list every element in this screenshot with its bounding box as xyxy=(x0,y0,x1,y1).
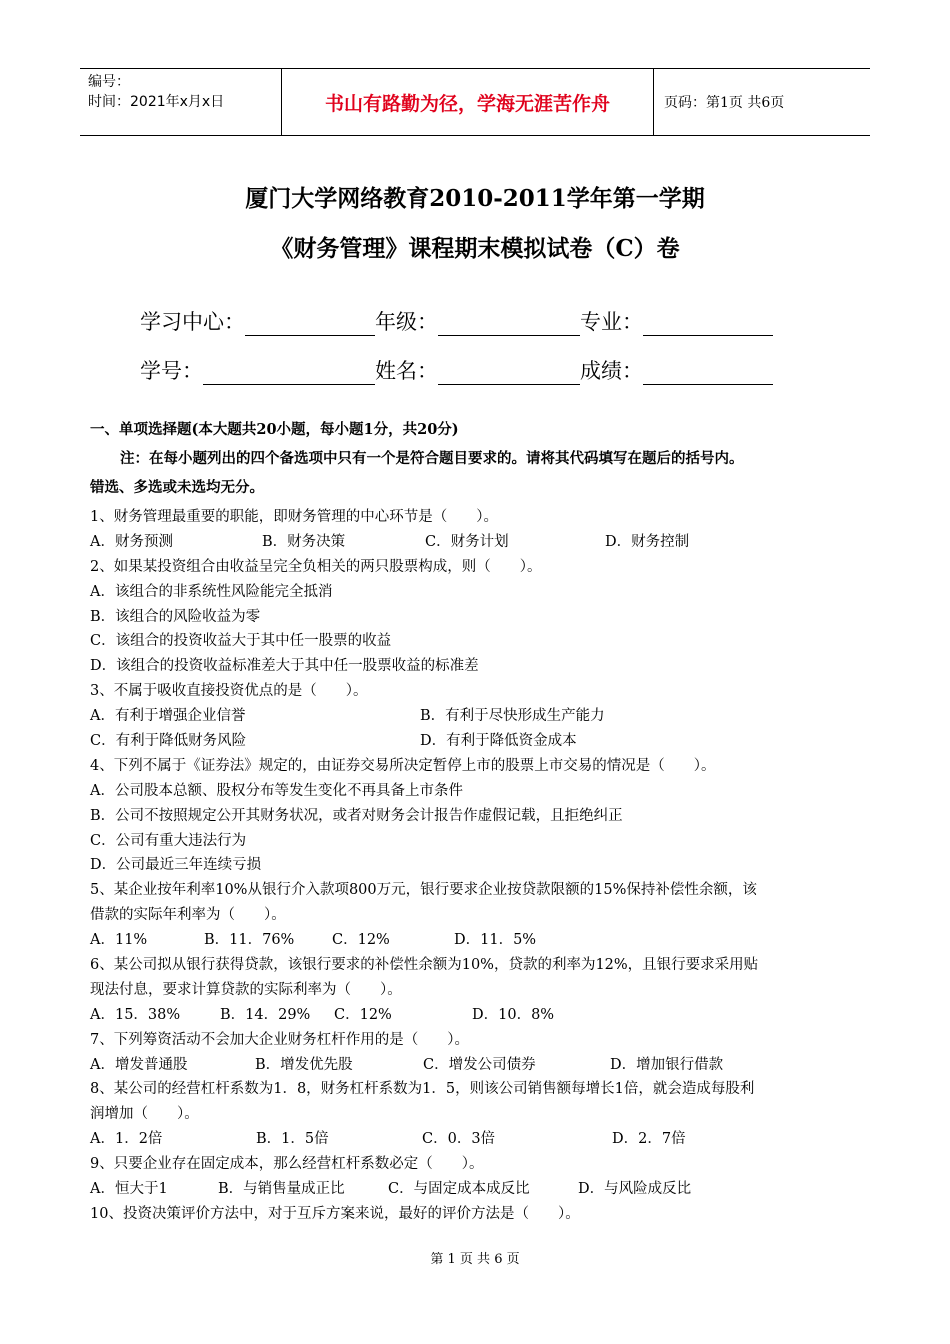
grade-field[interactable] xyxy=(438,313,580,336)
option-c: C．12% xyxy=(334,1006,392,1023)
question-3-options-row-1 xyxy=(90,704,870,729)
question-6: 6、某公司拟从银行获得贷款，该银行要求的补偿性余额为10%，贷款的利率为12%，且银行要求采用贴 xyxy=(90,957,759,974)
question-8: 8、某公司的经营杠杆系数为1．8，财务杠杆系数为1．5，则该公司销售额每增长1倍，就会造成每股利 xyxy=(90,1081,755,1098)
option-c: C．公司有重大违法行为 xyxy=(90,832,247,849)
option-c: C．有利于降低财务风险 xyxy=(90,733,247,750)
option-d: D．财务控制 xyxy=(605,533,690,550)
question-7-options xyxy=(90,1053,870,1078)
header-page-info: 页码：第1页 共6页 xyxy=(664,95,785,111)
code-label: 编号： xyxy=(88,74,130,90)
question-6-cont: 现法付息，要求计算贷款的实际利率为（ ）。 xyxy=(90,981,402,998)
option-d: D．该组合的投资收益标准差大于其中任一股票收益的标准差 xyxy=(90,658,479,675)
name-label: 姓名： xyxy=(375,359,438,383)
question-5-options xyxy=(90,928,870,953)
question-9: 9、只要企业存在固定成本，那么经营杠杆系数必定（ ）。 xyxy=(90,1156,484,1173)
question-9-options xyxy=(90,1177,870,1202)
option-d: D．11．5% xyxy=(454,932,537,949)
option-b: B．增发优先股 xyxy=(255,1056,353,1073)
option-b: B．1．5倍 xyxy=(256,1131,329,1148)
section-heading: 一、单项选择题(本大题共20小题，每小题1分，共20分) xyxy=(90,421,459,438)
option-c: C．该组合的投资收益大于其中任一股票的收益 xyxy=(90,633,392,650)
option-a: A．增发普通股 xyxy=(90,1056,188,1073)
major-label: 专业： xyxy=(580,310,643,334)
score-label: 成绩： xyxy=(580,359,643,383)
question-2: 2、如果某投资组合由收益呈完全负相关的两只股票构成，则（ ）。 xyxy=(90,558,542,575)
question-4: 4、下列不属于《证券法》规定的，由证券交易所决定暂停上市的股票上市交易的情况是（ ）。 xyxy=(90,757,716,774)
header-motto: 书山有路勤为径，学海无涯苦作舟 xyxy=(282,69,654,135)
option-a: A．公司股本总额、股权分布等发生变化不再具备上市条件 xyxy=(90,782,463,799)
major-field[interactable] xyxy=(643,313,773,336)
option-d: D．公司最近三年连续亏损 xyxy=(90,857,262,874)
option-a: A．11% xyxy=(90,932,148,949)
option-c: C．增发公司债券 xyxy=(423,1056,536,1073)
option-a: A．15．38% xyxy=(90,1006,181,1023)
question-5-cont: 借款的实际年利率为（ ）。 xyxy=(90,907,286,924)
info-row-1 xyxy=(140,306,773,336)
option-c: C．0．3倍 xyxy=(422,1131,496,1148)
exam-subtitle: 《财务管理》课程期末模拟试卷（C）卷 xyxy=(270,235,680,262)
option-a: A．有利于增强企业信誉 xyxy=(90,708,246,725)
option-d: D．有利于降低资金成本 xyxy=(420,733,577,750)
option-c: C．财务计划 xyxy=(425,533,509,550)
name-field[interactable] xyxy=(438,362,580,385)
option-a: A．恒大于1 xyxy=(90,1181,168,1198)
question-10: 10、投资决策评价方法中，对于互斥方案来说，最好的评价方法是（ ）。 xyxy=(90,1205,580,1222)
question-7: 7、下列筹资活动不会加大企业财务杠杆作用的是（ ）。 xyxy=(90,1031,469,1048)
option-b: B．14．29% xyxy=(220,1006,311,1023)
question-6-options xyxy=(90,1003,870,1028)
question-section xyxy=(90,418,870,1227)
center-field[interactable] xyxy=(245,313,375,336)
option-a: A．财务预测 xyxy=(90,533,173,550)
page-footer: 第 1 页 共 6 页 xyxy=(430,1252,520,1267)
option-d: D．增加银行借款 xyxy=(610,1056,724,1073)
option-a: A．该组合的非系统性风险能完全抵消 xyxy=(90,583,333,600)
header-meta xyxy=(80,69,282,135)
center-label: 学习中心： xyxy=(140,310,245,334)
grade-label: 年级： xyxy=(375,310,438,334)
page-header xyxy=(80,68,870,136)
student-id-field[interactable] xyxy=(203,362,375,385)
option-a: A．1．2倍 xyxy=(90,1131,163,1148)
option-b: B．该组合的风险收益为零 xyxy=(90,608,261,625)
score-field[interactable] xyxy=(643,362,773,385)
question-8-cont: 润增加（ ）。 xyxy=(90,1106,199,1123)
option-b: B．11．76% xyxy=(204,932,295,949)
time-label: 时间：2021年x月x日 xyxy=(88,94,225,110)
info-row-2 xyxy=(140,355,773,385)
question-3-options-row-2 xyxy=(90,729,870,754)
section-note-2: 错选、多选或未选均无分。 xyxy=(90,479,264,496)
question-1: 1、财务管理最重要的职能，即财务管理的中心环节是（ ）。 xyxy=(90,509,498,525)
option-b: B．公司不按照规定公开其财务状况，或者对财务会计报告作虚假记载，且拒绝纠正 xyxy=(90,807,623,824)
option-d: D．2．7倍 xyxy=(612,1131,686,1148)
option-d: D．10．8% xyxy=(472,1006,555,1023)
question-5: 5、某企业按年利率10%从银行介入款项800万元，银行要求企业按贷款限额的15%保持补偿性余额，该 xyxy=(90,882,757,899)
student-id-label: 学号： xyxy=(140,359,203,383)
section-note: 注：在每小题列出的四个备选项中只有一个是符合题目要求的。请将其代码填写在题后的括号内。 xyxy=(120,450,744,467)
question-1-options xyxy=(90,530,870,555)
option-b: B．有利于尽快形成生产能力 xyxy=(420,708,605,725)
option-b: B．与销售量成正比 xyxy=(218,1181,345,1198)
option-c: C．与固定成本成反比 xyxy=(388,1181,530,1198)
option-d: D．与风险成反比 xyxy=(578,1181,692,1198)
exam-title: 厦门大学网络教育2010-2011学年第一学期 xyxy=(245,185,705,212)
question-8-options xyxy=(90,1127,870,1152)
question-3: 3、不属于吸收直接投资优点的是（ ）。 xyxy=(90,683,368,700)
option-c: C．12% xyxy=(332,932,390,949)
option-b: B．财务决策 xyxy=(262,533,346,550)
